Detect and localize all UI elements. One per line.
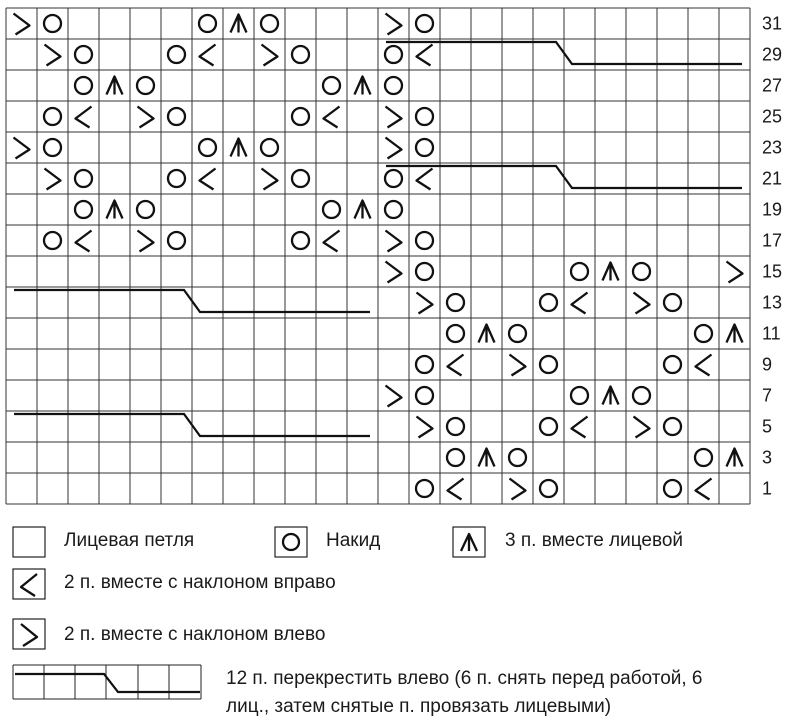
k2tog-left-mark	[386, 386, 402, 407]
k3tog-mark	[107, 77, 123, 95]
k2tog-left-mark	[14, 138, 30, 159]
yo-mark	[385, 201, 402, 218]
row-number: 1	[762, 478, 773, 499]
k2tog-left-mark	[386, 138, 402, 159]
legend-yo-label: Накид	[326, 530, 381, 551]
k3tog-mark	[231, 139, 247, 157]
yo-mark	[416, 356, 433, 373]
yo-mark	[292, 46, 309, 63]
yo-mark	[509, 449, 526, 466]
legend-cable-symbol	[12, 664, 202, 700]
k2tog-left-mark	[727, 262, 743, 283]
legend-yo-symbol	[274, 526, 308, 558]
yo-mark	[261, 139, 278, 156]
k2tog-right-mark	[572, 417, 588, 438]
row-number: 19	[762, 199, 783, 220]
row-number: 5	[762, 416, 773, 437]
k2tog-left-mark	[510, 479, 526, 500]
yo-mark	[385, 77, 402, 94]
row-number: 15	[762, 261, 783, 282]
k3tog-mark	[727, 325, 743, 343]
yo-mark	[75, 170, 92, 187]
k2tog-right-mark	[696, 355, 712, 376]
yo-mark	[571, 263, 588, 280]
k2tog-left-mark	[45, 45, 61, 66]
yo-mark	[509, 325, 526, 342]
yo-mark	[695, 325, 712, 342]
legend-knit-label: Лицевая петля	[64, 530, 195, 551]
k3tog-mark	[479, 449, 495, 467]
k2tog-right-mark	[417, 169, 433, 190]
k2tog-right-mark	[324, 231, 340, 252]
yo-mark	[292, 170, 309, 187]
yo-mark	[633, 387, 650, 404]
yo-mark	[540, 480, 557, 497]
k2tog-left-mark	[262, 169, 278, 190]
yo-mark	[416, 108, 433, 125]
k2tog-right-mark	[200, 169, 216, 190]
yo-mark	[540, 418, 557, 435]
k2tog-left-mark	[14, 14, 30, 35]
row-number: 3	[762, 447, 773, 468]
yo-mark	[416, 263, 433, 280]
k2tog-right-mark	[417, 45, 433, 66]
legend-k2tog-right-symbol	[12, 568, 46, 600]
k2tog-left-mark	[45, 169, 61, 190]
k3tog-mark	[355, 77, 371, 95]
yo-mark	[137, 201, 154, 218]
k3tog-mark	[603, 387, 619, 405]
k2tog-left-mark	[386, 231, 402, 252]
k2tog-right-mark	[200, 45, 216, 66]
yo-mark	[416, 232, 433, 249]
yo-mark	[168, 170, 185, 187]
k2tog-right-mark	[696, 479, 712, 500]
yo-mark	[168, 232, 185, 249]
legend-k3tog-symbol	[452, 526, 486, 558]
row-number: 31	[762, 13, 783, 34]
row-number: 25	[762, 106, 783, 127]
yo-mark	[385, 46, 402, 63]
k3tog-mark	[355, 201, 371, 219]
yo-mark	[292, 232, 309, 249]
yo-mark	[44, 232, 61, 249]
k2tog-left-mark	[262, 45, 278, 66]
k2tog-right-mark	[572, 293, 588, 314]
yo-mark	[323, 201, 340, 218]
legend-k2tog-left-label: 2 п. вместе с наклоном влево	[64, 624, 326, 645]
yo-mark	[199, 139, 216, 156]
k2tog-left-mark	[634, 293, 650, 314]
k2tog-left-mark	[417, 417, 433, 438]
yo-mark	[199, 15, 216, 32]
yo-mark	[695, 449, 712, 466]
yo-mark	[416, 480, 433, 497]
row-number: 13	[762, 292, 783, 313]
yo-mark	[385, 170, 402, 187]
legend-k3tog-label: 3 п. вместе лицевой	[505, 530, 684, 551]
yo-mark	[323, 77, 340, 94]
row-number: 9	[762, 354, 773, 375]
row-number: 11	[762, 323, 781, 344]
yo-mark	[664, 356, 681, 373]
k3tog-mark	[107, 201, 123, 219]
yo-mark	[75, 46, 92, 63]
yo-mark	[168, 108, 185, 125]
yo-mark	[44, 139, 61, 156]
yo-mark	[540, 356, 557, 373]
legend-k2tog-right-label: 2 п. вместе с наклоном вправо	[64, 572, 336, 593]
yo-mark	[416, 139, 433, 156]
yo-mark	[137, 77, 154, 94]
k2tog-right-mark	[448, 479, 464, 500]
k2tog-left-mark	[138, 231, 154, 252]
yo-mark	[571, 387, 588, 404]
yo-mark	[664, 294, 681, 311]
legend-cable-label-2: лиц., затем снятые п. провязать лицевыми)	[226, 696, 612, 717]
yo-mark	[416, 15, 433, 32]
legend-k2tog-left-symbol	[12, 618, 46, 650]
k2tog-left-mark	[386, 262, 402, 283]
yo-mark	[540, 294, 557, 311]
k2tog-right-mark	[324, 107, 340, 128]
k2tog-right-mark	[76, 107, 92, 128]
k2tog-left-mark	[634, 417, 650, 438]
row-number: 17	[762, 230, 783, 251]
yo-mark	[447, 449, 464, 466]
k2tog-left-mark	[510, 355, 526, 376]
yo-mark	[44, 108, 61, 125]
k3tog-mark	[231, 15, 247, 33]
row-number: 29	[762, 44, 783, 65]
k2tog-left-mark	[138, 107, 154, 128]
k2tog-left-mark	[386, 107, 402, 128]
k3tog-mark	[479, 325, 495, 343]
yo-mark	[447, 294, 464, 311]
yo-mark	[633, 263, 650, 280]
k3tog-mark	[603, 263, 619, 281]
row-number: 27	[762, 75, 783, 96]
k2tog-left-mark	[417, 293, 433, 314]
yo-mark	[292, 108, 309, 125]
k3tog-mark	[727, 449, 743, 467]
yo-mark	[447, 325, 464, 342]
yo-mark	[664, 418, 681, 435]
yo-mark	[664, 480, 681, 497]
yo-mark	[168, 46, 185, 63]
row-number: 7	[762, 385, 773, 406]
yo-mark	[416, 387, 433, 404]
yo-mark	[75, 201, 92, 218]
k2tog-left-mark	[386, 14, 402, 35]
legend-knit-symbol	[12, 526, 46, 558]
yo-mark	[44, 15, 61, 32]
k2tog-right-mark	[448, 355, 464, 376]
yo-mark	[447, 418, 464, 435]
row-number: 23	[762, 137, 783, 158]
row-number: 21	[762, 168, 783, 189]
k2tog-right-mark	[76, 231, 92, 252]
yo-mark	[75, 77, 92, 94]
yo-mark	[261, 15, 278, 32]
legend-cable-label-1: 12 п. перекрестить влево (6 п. снять перед работой, 6	[226, 668, 703, 689]
